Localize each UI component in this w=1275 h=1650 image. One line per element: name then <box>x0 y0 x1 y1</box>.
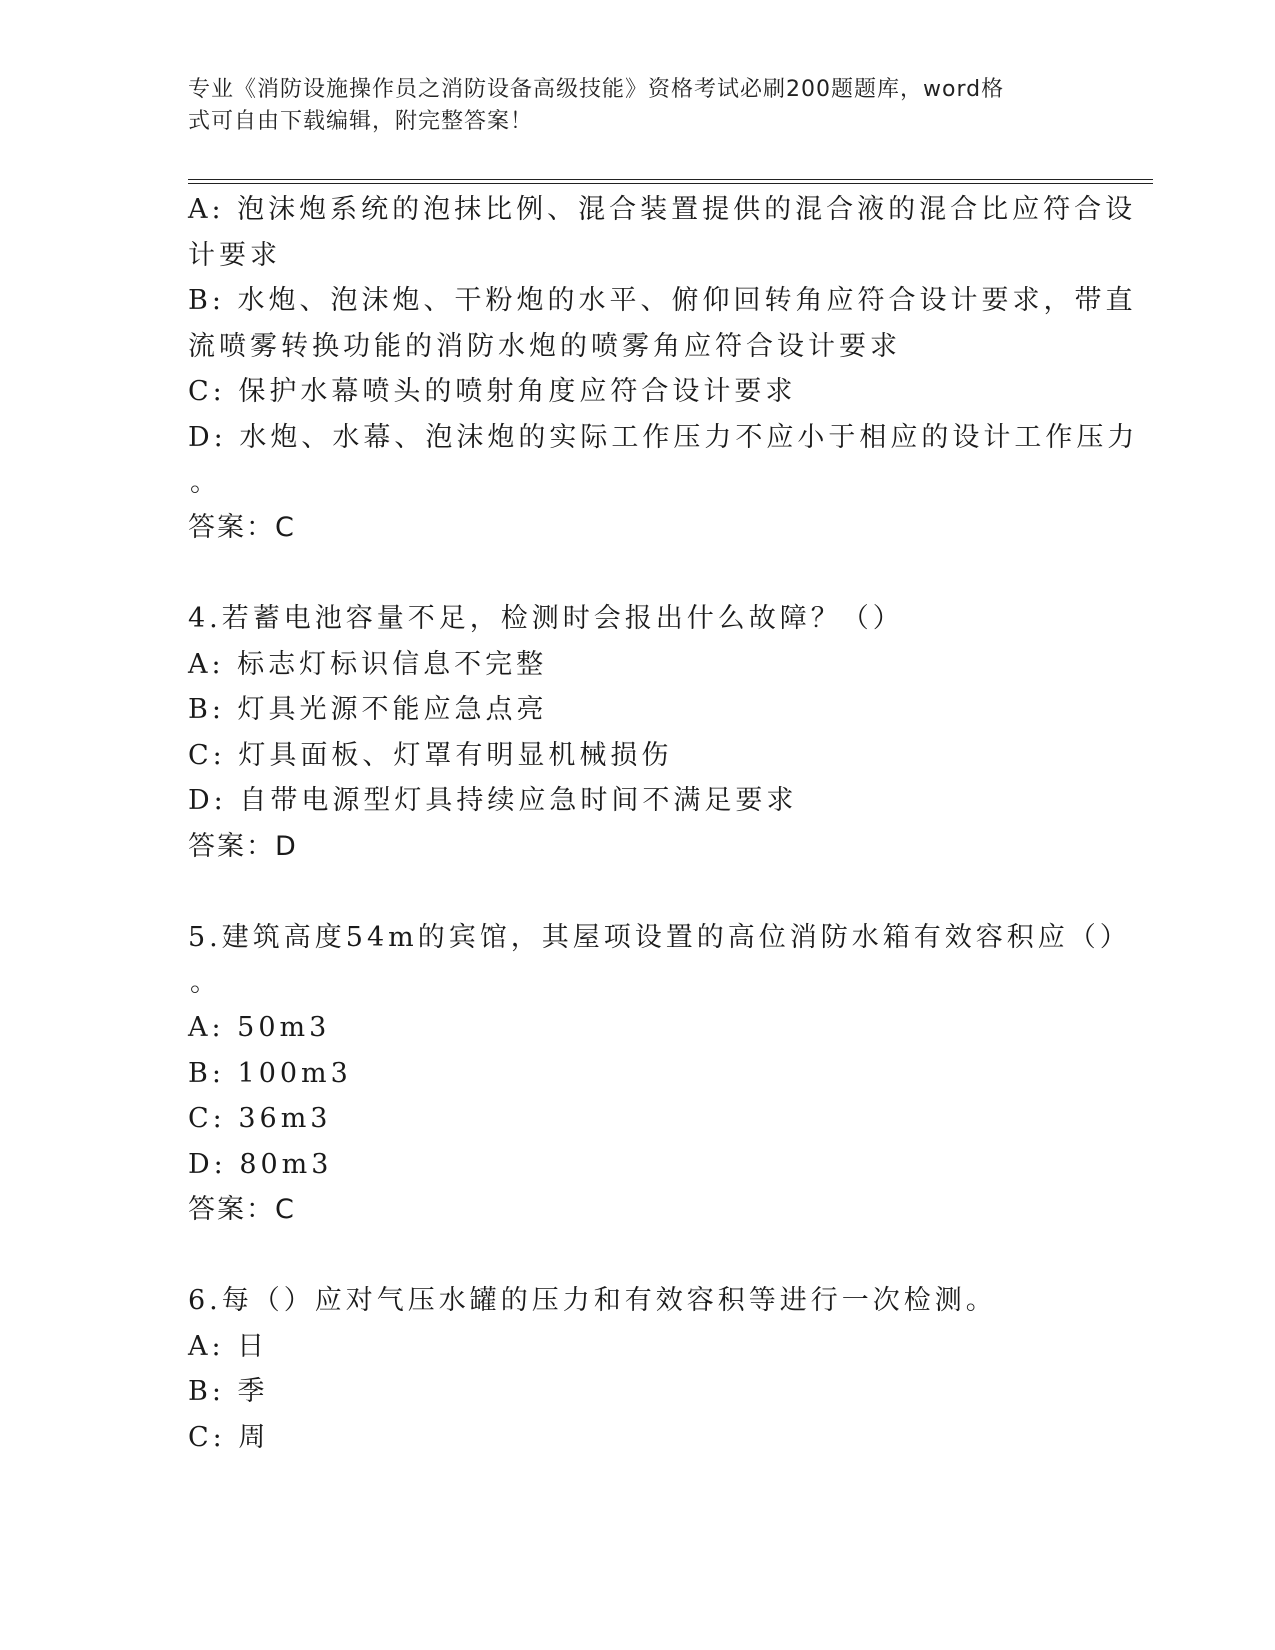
question-4-block <box>188 596 1088 870</box>
header-line-1: 专业《消防设施操作员之消防设备高级技能》资格考试必刷200题题库，word格 <box>188 77 1005 102</box>
q4-option-b: B: 灯具光源不能应急点亮 <box>188 694 548 725</box>
spacer <box>188 551 1088 596</box>
q3-option-d-line-2: 。 <box>190 467 217 498</box>
header-divider-bottom <box>188 183 1153 184</box>
q3-answer: 答案：C <box>188 512 296 543</box>
q3-option-d-line-1: D: 水炮、水幕、泡沫炮的实际工作压力不应小于相应的设计工作压力 <box>188 421 1139 453</box>
q6-option-c: C: 周 <box>188 1421 270 1453</box>
q3-option-c: C: 保护水幕喷头的喷射角度应符合设计要求 <box>188 376 797 407</box>
q3-option-b-line-2: 流喷雾转换功能的消防水炮的喷雾角应符合设计要求 <box>188 330 901 362</box>
q5-option-d: D: 80m3 <box>188 1148 333 1180</box>
header-divider-top <box>188 179 1153 180</box>
q4-option-a: A: 标志灯标识信息不完整 <box>188 648 548 680</box>
q5-option-c: C: 36m3 <box>188 1103 332 1134</box>
q4-question: 4.若蓄电池容量不足，检测时会报出什么故障？（） <box>188 603 904 634</box>
q5-answer: 答案：C <box>188 1194 296 1225</box>
q3-option-a-line-1: A: 泡沫炮系统的泡抹比例、混合装置提供的混合液的混合比应符合设 <box>188 194 1137 225</box>
spacer <box>188 1233 1088 1278</box>
q4-answer: 答案：D <box>188 830 298 862</box>
question-3-block <box>188 187 1139 551</box>
q5-option-a: A: 50m3 <box>188 1012 331 1043</box>
q5-question: 5.建筑高度54m的宾馆，其屋项设置的高位消防水箱有效容积应（） <box>188 921 1131 953</box>
q5-question-tail: 。 <box>190 967 217 998</box>
question-list <box>188 187 1139 1460</box>
spacer <box>188 870 1088 915</box>
q6-option-a: A: 日 <box>188 1330 269 1362</box>
header-line-2: 式可自由下载编辑，附完整答案！ <box>188 109 534 134</box>
q6-option-b: B: 季 <box>188 1376 269 1407</box>
q6-question: 6.每（）应对气压水罐的压力和有效容积等进行一次检测。 <box>188 1285 997 1316</box>
q3-option-b-line-1: B: 水炮、泡沫炮、干粉炮的水平、俯仰回转角应符合设计要求，带直 <box>188 285 1137 316</box>
q5-option-b: B: 100m3 <box>188 1057 352 1089</box>
q3-option-a-line-2: 计要求 <box>188 239 281 271</box>
q4-option-c: C: 灯具面板、灯罩有明显机械损伤 <box>188 739 673 771</box>
question-5-block <box>188 915 1131 1234</box>
document-header <box>188 74 1068 138</box>
q4-option-d: D: 自带电源型灯具持续应急时间不满足要求 <box>188 785 798 816</box>
question-6-block <box>188 1278 1088 1460</box>
